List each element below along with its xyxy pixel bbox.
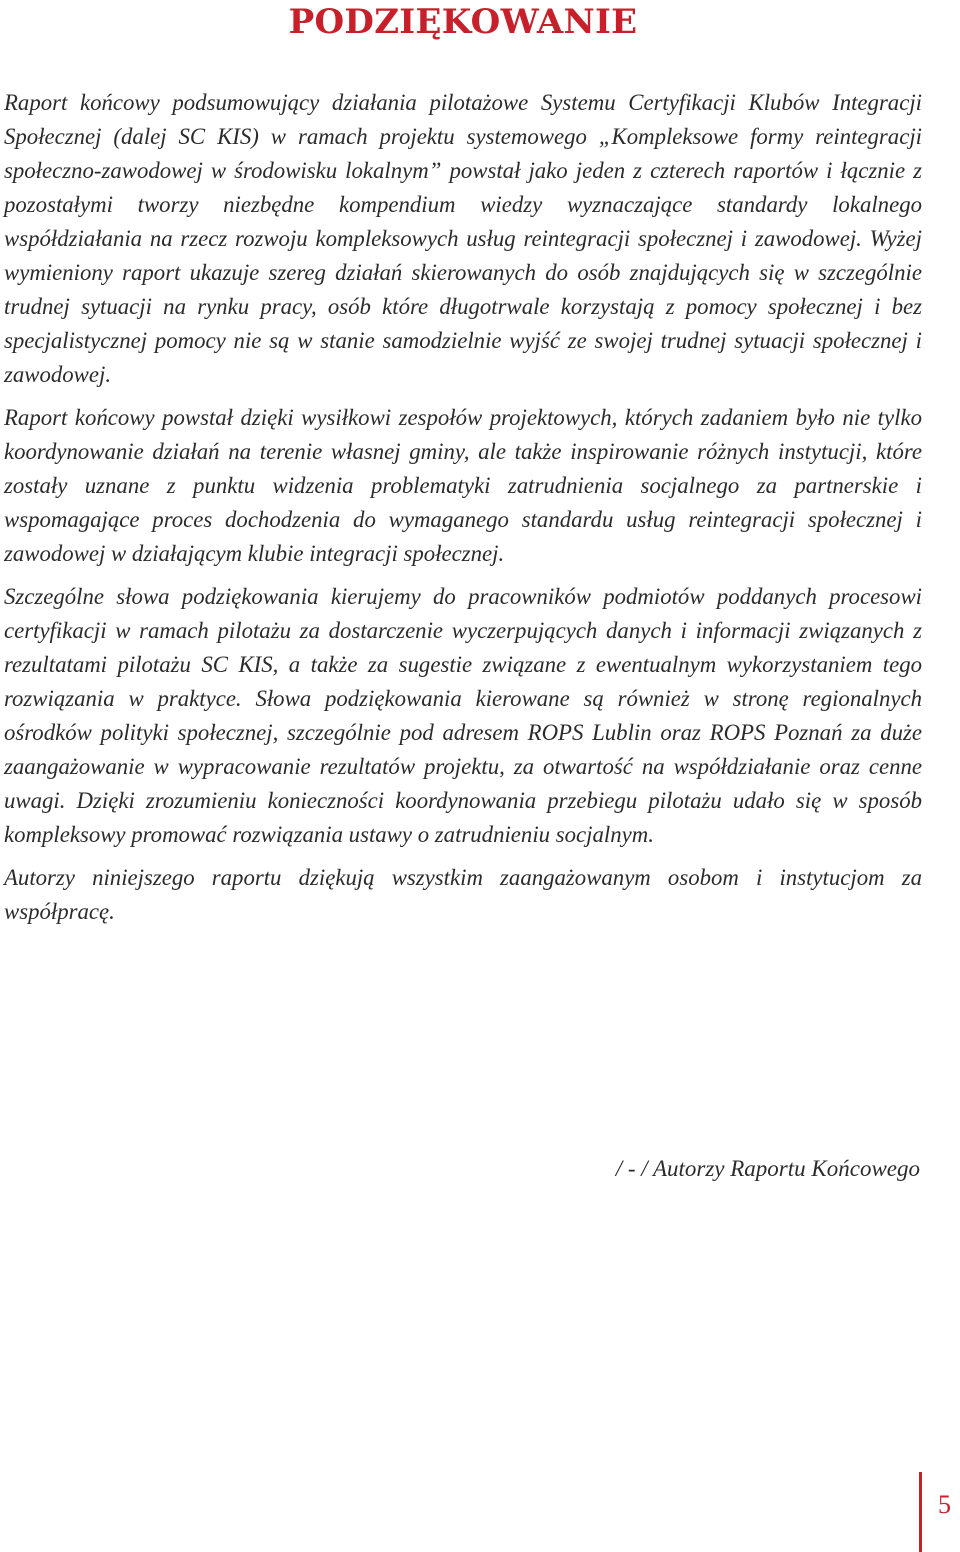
paragraph: Autorzy niniejszego raportu dziękują wszystkim zaangażowanym osobom i instytucjom za współpracę.: [4, 865, 922, 924]
body-text: [4, 86, 922, 938]
paragraph: Raport końcowy podsumowujący działania pilotażowe Systemu Certyfikacji Klubów Integracji Społecznej (dalej SC KIS) w ramach projektu systemowego „Kompleksowe formy reintegracji społeczno-zawodowej w środowisku lokalnym” powstał jako jeden z czterech raportów i łącznie z pozostałymi tworzy niezbędne kompendium wiedzy wyznaczające standardy lokalnego współdziałania na rzecz rozwoju kompleksowych usług reintegracji społecznej i zawodowej. Wyżej wymieniony raport ukazuje szereg działań skierowanych do osób znajdujących się w szczególnie trudnej sytuacji na rynku pracy, osób które długotrwale korzystają z pomocy społecznej i bez specjalistycznej pomocy nie są w stanie samodzielnie wyjść ze swojej trudnej sytuacji społecznej i zawodowej.: [4, 90, 922, 387]
page-title: PODZIĘKOWANIE: [288, 2, 638, 42]
page-number-divider: [919, 1472, 922, 1552]
page-number: 5: [938, 1490, 951, 1519]
signature: / - / Autorzy Raportu Końcowego: [615, 1156, 920, 1181]
paragraph: Szczególne słowa podziękowania kierujemy do pracowników podmiotów poddanych procesowi certyfikacji w ramach pilotażu za dostarczenie wyczerpujących danych i informacji związanych z rezultatami pilotażu SC KIS, a także za sugestie związane z ewentualnym wykorzystaniem tego rozwiązania w praktyce. Słowa podziękowania kierowane są również w stronę regionalnych ośrodków polityki społecznej, szczególnie pod adresem ROPS Lublin oraz ROPS Poznań za duże zaangażowanie w wypracowanie rezultatów projektu, za otwartość na współdziałanie oraz cenne uwagi. Dzięki zrozumieniu konieczności koordynowania przebiegu pilotażu udało się w sposób kompleksowy promować rozwiązania ustawy o zatrudnieniu socjalnym.: [4, 584, 922, 847]
paragraph: Raport końcowy powstał dzięki wysiłkowi zespołów projektowych, których zadaniem było nie tylko koordynowanie działań na terenie własnej gminy, ale także inspirowanie różnych instytucji, które zostały uznane z punktu widzenia problematyki zatrudnienia socjalnego za partnerskie i wspomagające proces dochodzenia do wymaganego standardu usług reintegracji społecznej i zawodowej w działającym klubie integracji społecznej.: [4, 405, 922, 566]
